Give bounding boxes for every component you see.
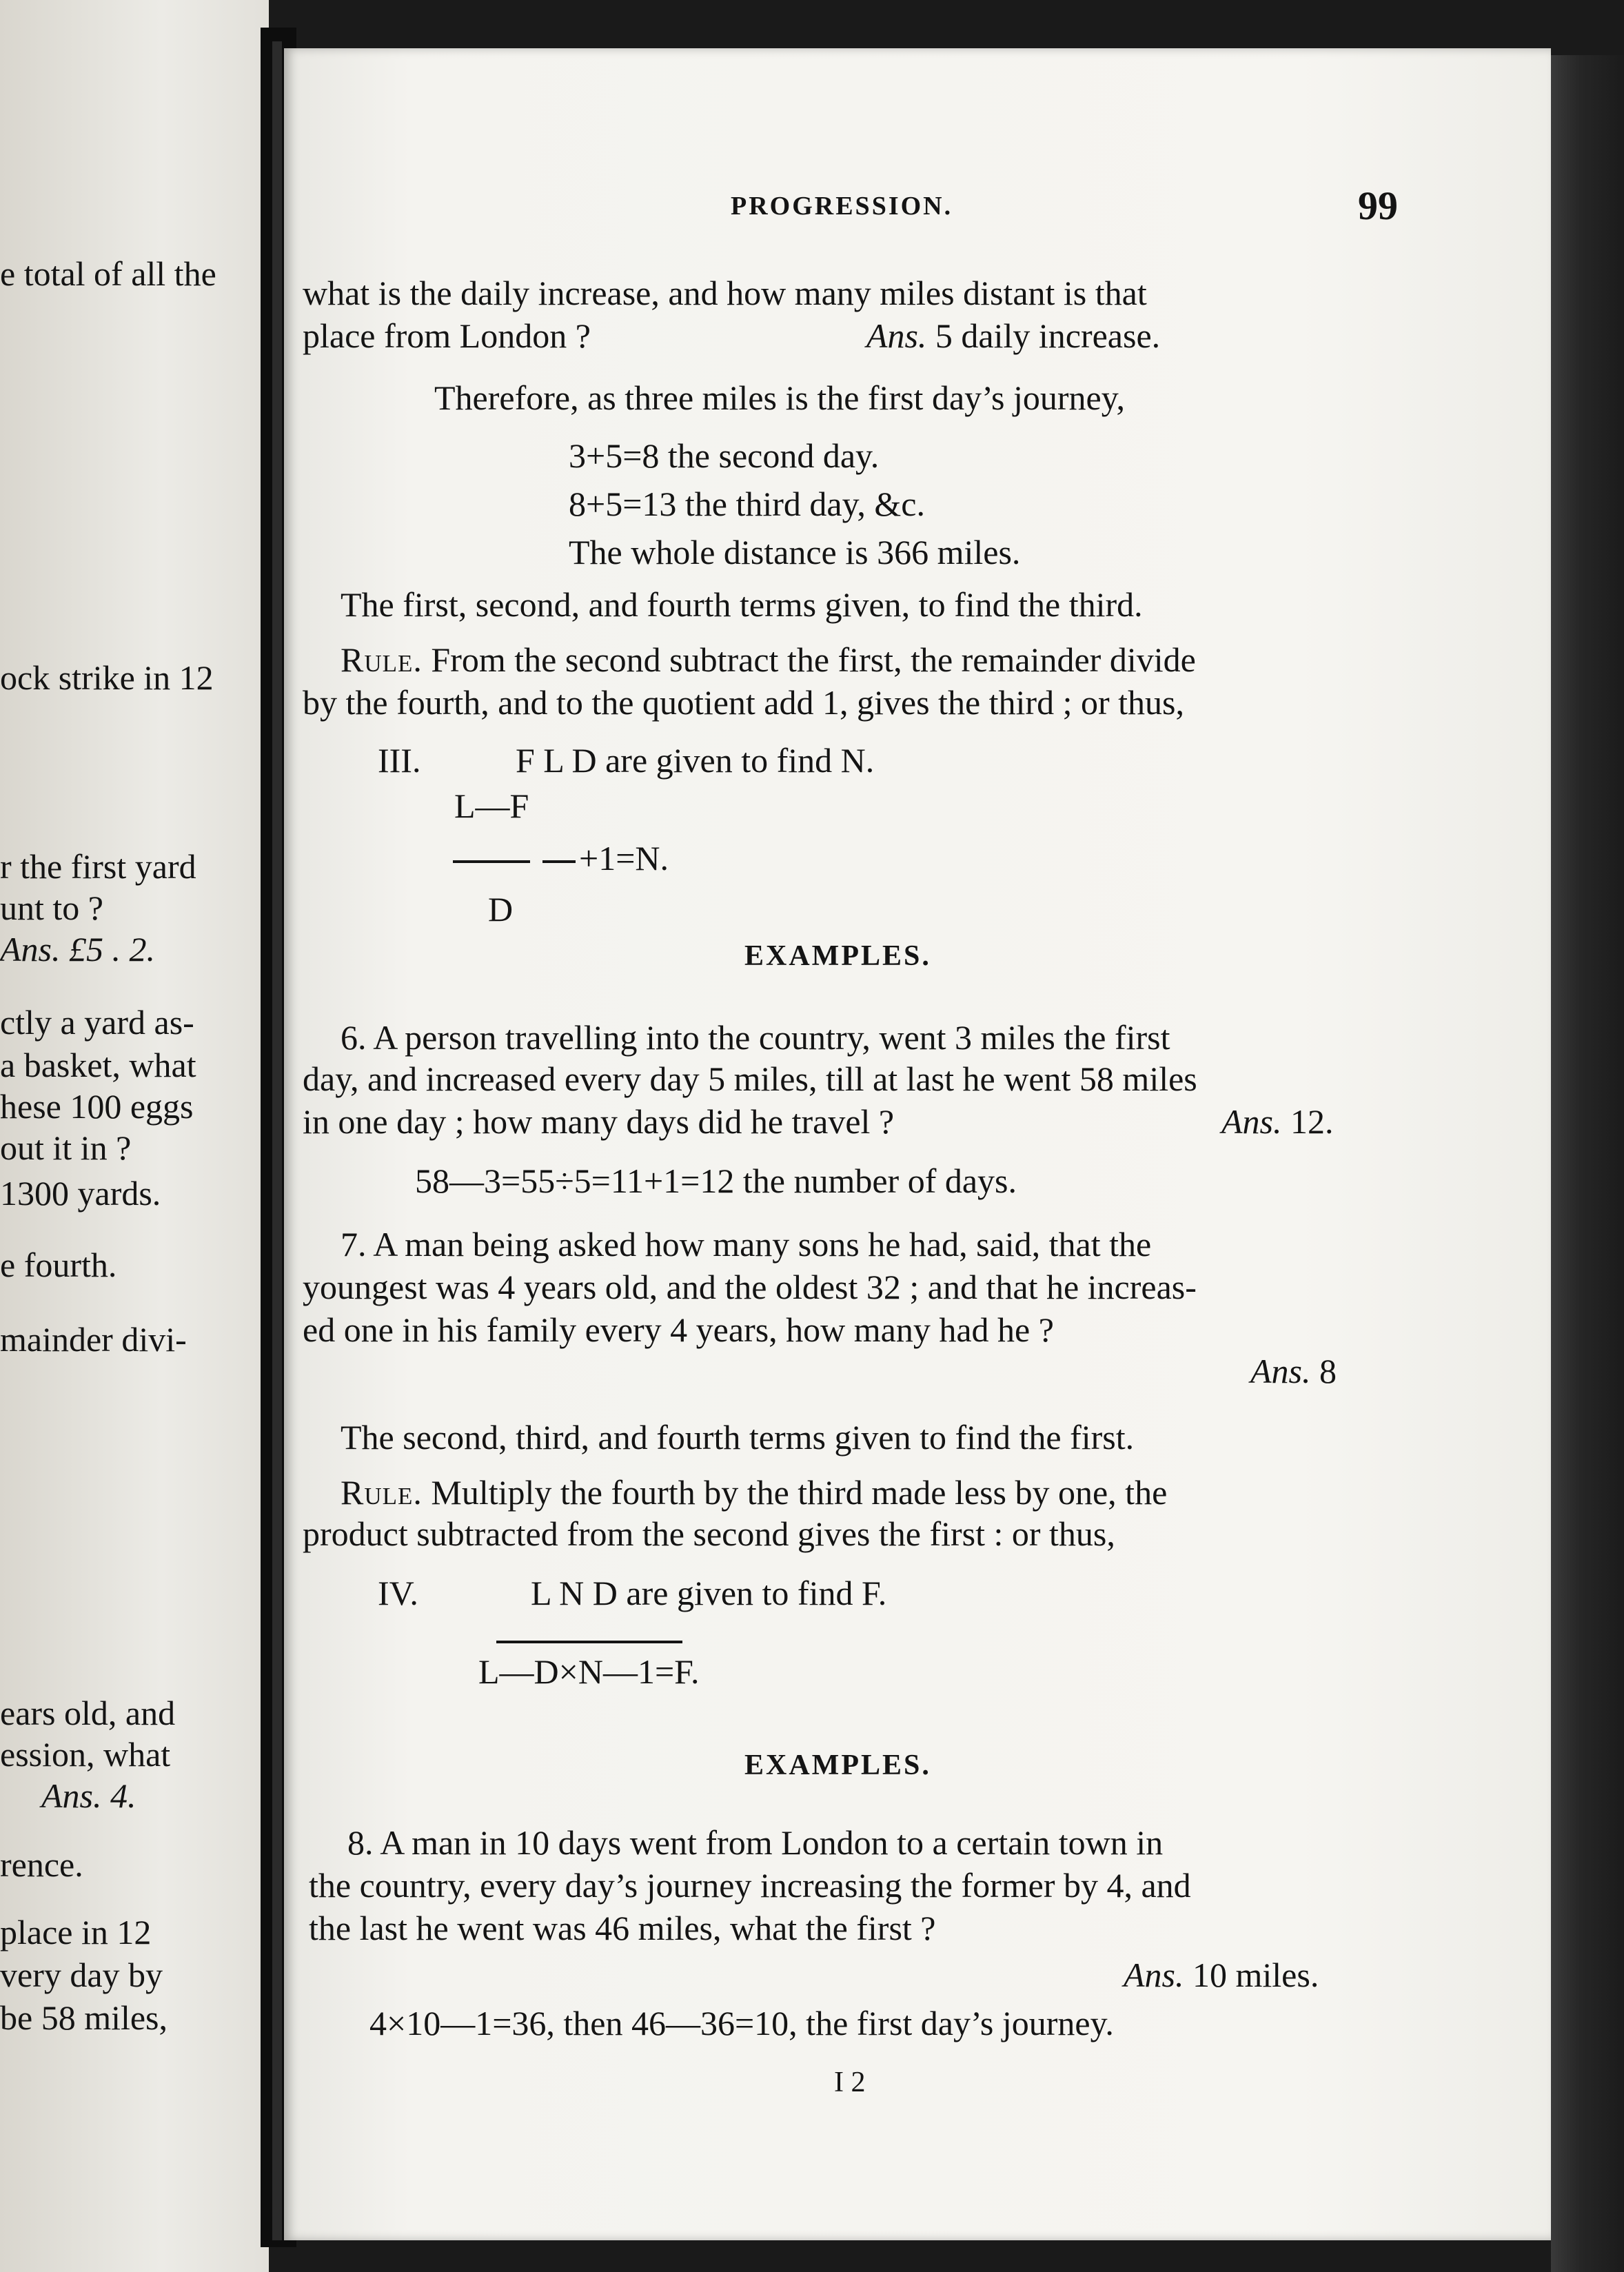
vinculum [496,1641,682,1643]
left-fragment: ock strike in 12 [0,658,214,697]
answer-line [1124,1958,1319,1992]
formula-text: F L D are given to find N. [516,741,875,780]
left-fragment: 1300 yards. [0,1174,161,1213]
left-page [0,0,269,2272]
left-fragment: r the first yard [0,847,196,886]
formula-text: L N D are given to find F. [531,1574,887,1612]
left-fragment: place in 12 [0,1913,152,1951]
page-number: 99 [1358,183,1398,228]
text-segment: From the second subtract the first, the remainder divide [431,640,1196,679]
rule-label: Rule. [341,1473,423,1512]
calc-line: The whole distance is 366 miles. [569,533,1021,571]
example-line: the last he went was 46 miles, what the first ? [309,1909,936,1947]
left-fragment: Ans. 4. [41,1776,136,1815]
example-line: 8. A man in 10 days went from London to a certain town in [347,1823,1164,1862]
left-fragment: a basket, what [0,1046,196,1084]
rule-line [341,642,1196,677]
formula-number: IV. [378,1574,418,1612]
example-line: the country, every day’s journey increasing the former by 4, and [309,1866,1191,1905]
fraction-bar [453,860,530,863]
left-fragment: Ans. £5 . 2. [0,930,155,968]
rule-line [341,1475,1167,1510]
calc-line: 4×10—1=36, then 46—36=10, the first day’s journey. [369,2004,1114,2042]
running-head: PROGRESSION. [731,192,953,221]
fraction-bar [542,860,576,863]
left-fragment: ession, what [0,1735,171,1774]
calc-line: 3+5=8 the second day. [569,436,880,475]
signature-mark: I 2 [834,2067,866,2098]
answer-value: 5 daily increase. [935,316,1161,355]
answer-value: 10 miles. [1192,1956,1319,1994]
answer-line [1250,1354,1337,1388]
calc-line: 58—3=55÷5=11+1=12 the number of days. [415,1162,1017,1200]
example-line: 6. A person travelling into the country, went 3 miles the first [341,1018,1170,1057]
text-line: what is the daily increase, and how many miles distant is that [303,274,1147,312]
formula-rest: +1=N. [579,839,669,878]
text-line: The second, third, and fourth terms given to find the first. [341,1418,1135,1457]
example-line: ed one in his family every 4 years, how many had he ? [303,1310,1054,1349]
left-fragment: unt to ? [0,889,103,927]
answer-line [1221,1104,1334,1139]
left-fragment: out it in ? [0,1128,132,1167]
book-gutter-shadow [272,41,282,2240]
left-fragment: ears old, and [0,1694,176,1732]
left-fragment: be 58 miles, [0,1998,168,2037]
right-page [284,48,1551,2240]
page-edge [1551,55,1624,2272]
example-line: day, and increased every day 5 miles, till at last he went 58 miles [303,1059,1197,1098]
answer-label: Ans. [1124,1956,1184,1994]
section-heading: EXAMPLES. [744,1749,931,1781]
formula: L—D×N—1=F. [478,1652,700,1691]
text-line [303,318,1160,353]
answer-label: Ans. [1221,1102,1282,1141]
left-fragment: mainder divi- [0,1320,187,1359]
formula-number: III. [378,741,421,780]
rule-label: Rule. [341,640,423,679]
formula-denominator: D [488,890,514,929]
answer-label: Ans. [1250,1352,1311,1390]
example-line: 7. A man being asked how many sons he had, said, that the [341,1225,1152,1264]
text-line: Therefore, as three miles is the first day’s journey, [434,378,1125,417]
calc-line: 8+5=13 the third day, &c. [569,485,925,523]
left-fragment: very day by [0,1956,163,1994]
formula-numerator: L—F [454,787,529,825]
left-fragment: e fourth. [0,1246,117,1284]
text-line: product subtracted from the second gives the first : or thus, [303,1514,1115,1553]
left-fragment: rence. [0,1845,83,1884]
text-line: The first, second, and fourth terms given, to find the third. [341,585,1143,624]
answer-value: 8 [1319,1352,1337,1390]
left-fragment: hese 100 eggs [0,1087,194,1126]
text-segment: place from London ? [303,316,591,355]
text-line: by the fourth, and to the quotient add 1, gives the third ; or thus, [303,683,1184,722]
left-fragment: e total of all the [0,254,216,293]
answer-value: 12. [1290,1102,1334,1141]
left-fragment: ctly a yard as- [0,1003,194,1042]
example-line: in one day ; how many days did he travel ? [303,1102,895,1141]
text-segment: Multiply the fourth by the third made less by one, the [431,1473,1168,1512]
section-heading: EXAMPLES. [744,940,931,972]
answer-label: Ans. [866,316,927,355]
example-line: youngest was 4 years old, and the oldest 32 ; and that he increas- [303,1268,1197,1306]
